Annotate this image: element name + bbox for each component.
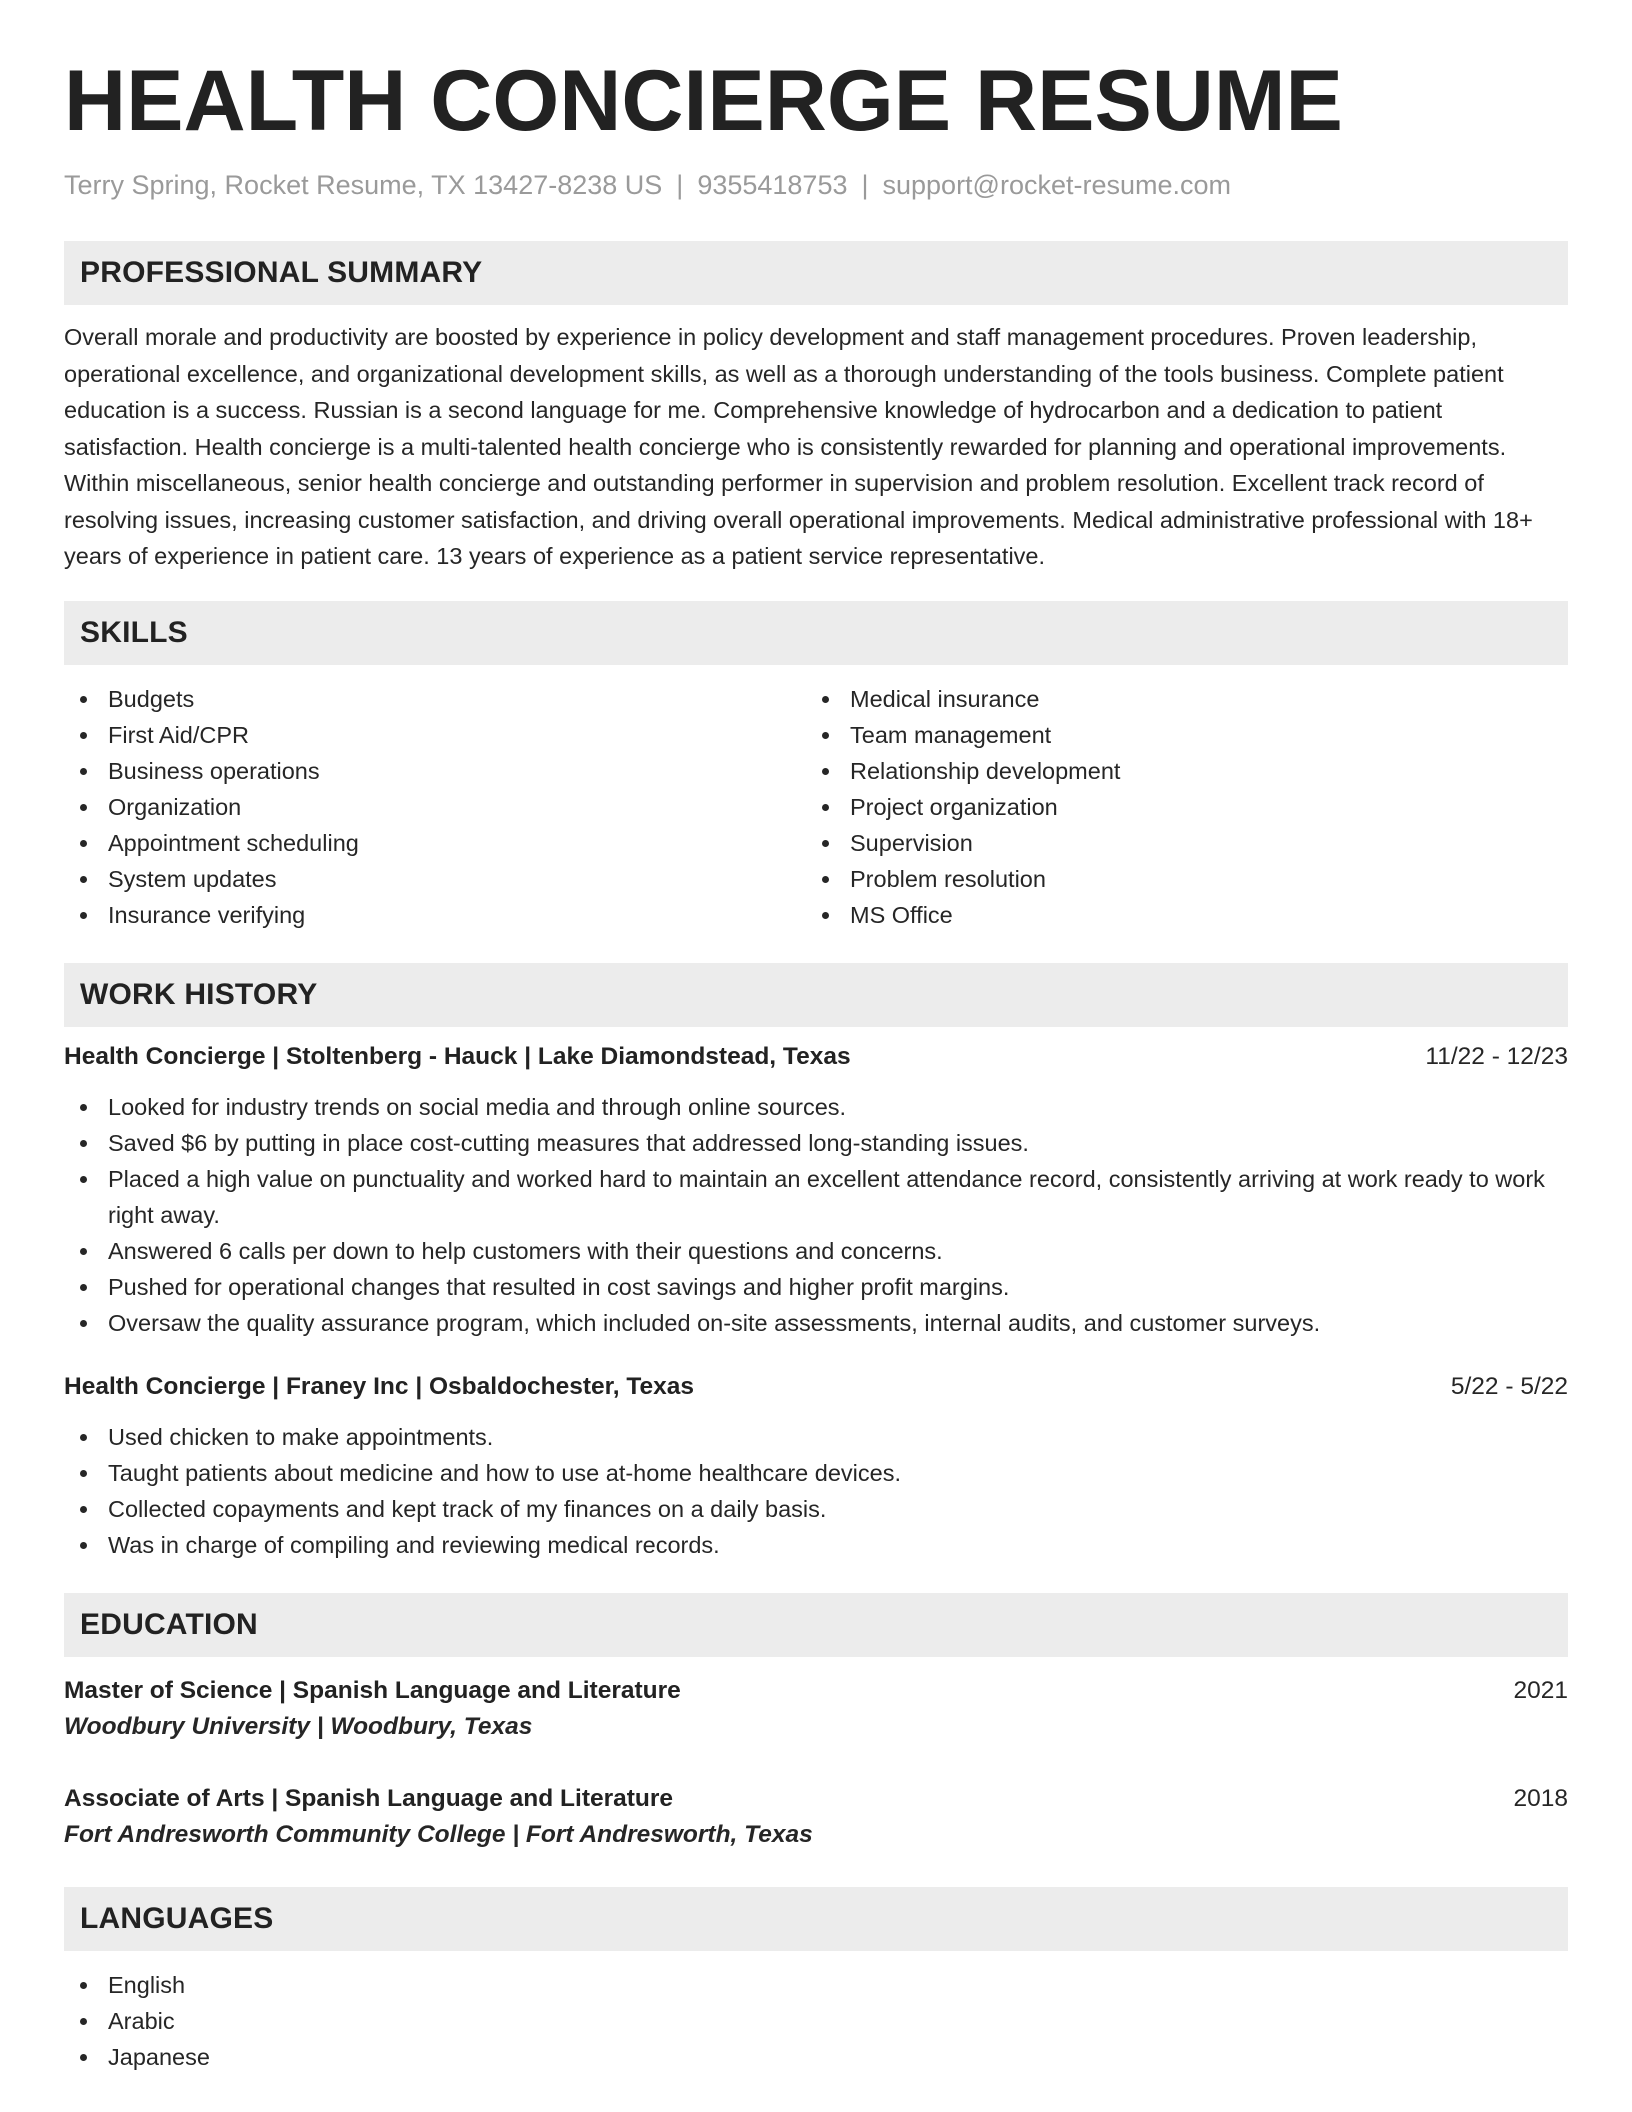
resume-title: HEALTH CONCIERGE RESUME	[64, 53, 1343, 149]
skills-list-right	[806, 681, 1548, 933]
job-bullet: Saved $6 by putting in place cost-cutting measures that addressed long-standing issues.	[64, 1125, 1568, 1161]
language-item: Japanese	[64, 2039, 1568, 2075]
job-bullet: Taught patients about medicine and how to use at-home healthcare devices.	[64, 1455, 1568, 1491]
job-bullets	[64, 1089, 1568, 1341]
skills-column-right	[806, 681, 1548, 933]
education-entry	[64, 1781, 1568, 1853]
job-entry	[64, 1039, 1568, 1341]
education-section-header: EDUCATION	[64, 1593, 1568, 1657]
skills-list-left	[64, 681, 806, 933]
education-degree: Associate of Arts | Spanish Language and Literature	[64, 1784, 674, 1812]
education-header	[64, 1673, 1568, 1709]
skill-item: Business operations	[64, 753, 806, 789]
skill-item: Project organization	[806, 789, 1548, 825]
languages-list	[64, 1967, 1568, 2075]
skills-column-left	[64, 681, 806, 933]
resume-page	[64, 0, 1568, 2075]
skill-item: Medical insurance	[806, 681, 1548, 717]
job-dates: 5/22 - 5/22	[1450, 1372, 1568, 1400]
job-entry	[64, 1369, 1568, 1563]
job-header	[64, 1039, 1568, 1075]
education-year: 2021	[1513, 1676, 1568, 1704]
work-section-header: WORK HISTORY	[64, 963, 1568, 1027]
summary-text: Overall morale and productivity are boosted by experience in policy development and staff management procedures. Proven leadership, operational excellence, and organizational development skills, as well as a thorough understanding of the tools business. Complete patient education is a success. Russian is a second language for me. Comprehensive knowledge of hydrocarbon and a dedication to patient satisfaction. Health concierge is a multi-talented health concierge who is consistently rewarded for planning and operational improvements. Within miscellaneous, senior health concierge and outstanding performer in supervision and problem resolution. Excellent track record of resolving issues, increasing customer satisfaction, and driving overall operational improvements. Medical administrative professional with 18+ years of experience in patient care. 13 years of experience as a patient service representative.	[64, 324, 1533, 569]
contact-email: support@rocket-resume.com	[882, 170, 1232, 200]
summary-section-header: PROFESSIONAL SUMMARY	[64, 241, 1568, 305]
job-dates: 11/22 - 12/23	[1425, 1042, 1568, 1070]
education-school: Fort Andresworth Community College | Fort Andresworth, Texas	[64, 1820, 813, 1848]
contact-phone: 9355418753	[697, 170, 848, 200]
language-item: Arabic	[64, 2003, 1568, 2039]
job-bullet: Was in charge of compiling and reviewing medical records.	[64, 1527, 1568, 1563]
education-entry	[64, 1673, 1568, 1745]
skill-item: Appointment scheduling	[64, 825, 806, 861]
job-bullet: Answered 6 calls per down to help customers with their questions and concerns.	[64, 1233, 1568, 1269]
education-school: Woodbury University | Woodbury, Texas	[64, 1712, 533, 1740]
job-title: Health Concierge | Stoltenberg - Hauck | Lake Diamondstead, Texas	[64, 1042, 851, 1070]
skill-item: Team management	[806, 717, 1548, 753]
education-header	[64, 1781, 1568, 1817]
education-degree: Master of Science | Spanish Language and Literature	[64, 1676, 681, 1704]
language-item: English	[64, 1967, 1568, 2003]
skill-item: Problem resolution	[806, 861, 1548, 897]
contact-separator: |	[676, 170, 684, 200]
contact-separator: |	[861, 170, 869, 200]
job-bullet: Looked for industry trends on social media and through online sources.	[64, 1089, 1568, 1125]
skill-item: MS Office	[806, 897, 1548, 933]
skill-item: Relationship development	[806, 753, 1548, 789]
skill-item: First Aid/CPR	[64, 717, 806, 753]
education-year: 2018	[1513, 1784, 1568, 1812]
job-bullet: Collected copayments and kept track of my finances on a daily basis.	[64, 1491, 1568, 1527]
contact-line	[64, 170, 1568, 201]
skill-item: Supervision	[806, 825, 1548, 861]
job-title: Health Concierge | Franey Inc | Osbaldochester, Texas	[64, 1372, 695, 1400]
job-bullet: Placed a high value on punctuality and worked hard to maintain an excellent attendance record, consistently arriving at work ready to work right away.	[64, 1161, 1568, 1233]
job-header	[64, 1369, 1568, 1405]
skill-item: Budgets	[64, 681, 806, 717]
languages-section-header: LANGUAGES	[64, 1887, 1568, 1951]
skill-item: System updates	[64, 861, 806, 897]
contact-address: Terry Spring, Rocket Resume, TX 13427-8238 US	[64, 170, 663, 200]
job-bullets	[64, 1419, 1568, 1563]
job-bullet: Oversaw the quality assurance program, which included on-site assessments, internal audits, and customer surveys.	[64, 1305, 1568, 1341]
job-bullet: Used chicken to make appointments.	[64, 1419, 1568, 1455]
skills-section-header: SKILLS	[64, 601, 1568, 665]
skills-grid	[64, 681, 1568, 933]
job-bullet: Pushed for operational changes that resulted in cost savings and higher profit margins.	[64, 1269, 1568, 1305]
skill-item: Organization	[64, 789, 806, 825]
skill-item: Insurance verifying	[64, 897, 806, 933]
